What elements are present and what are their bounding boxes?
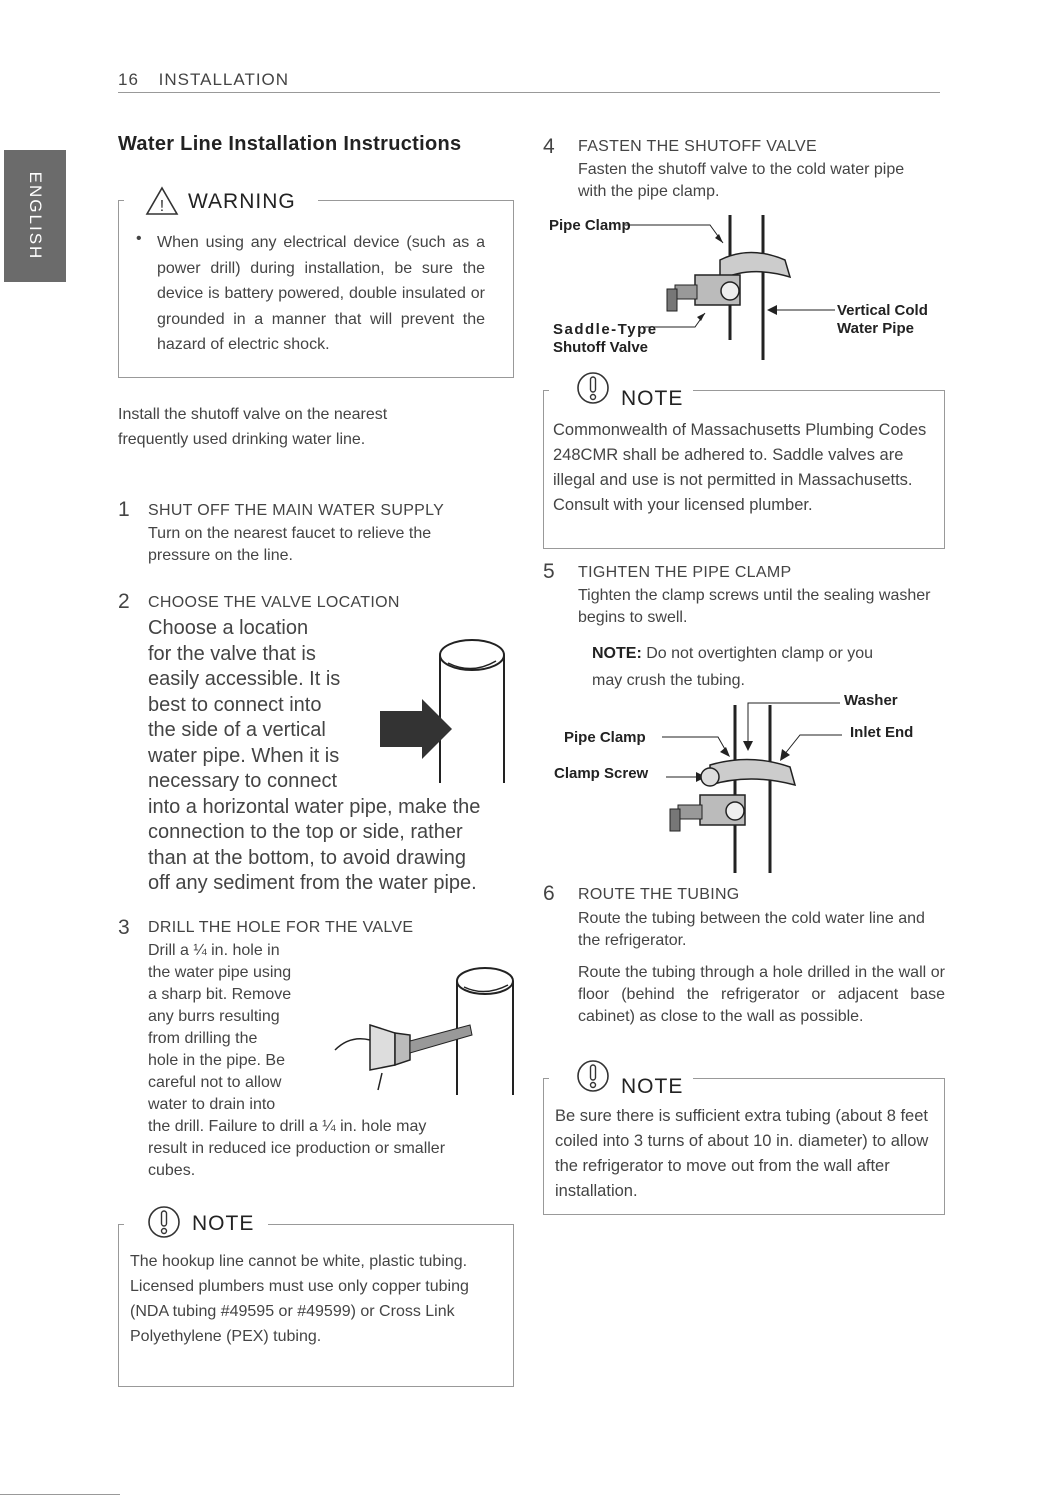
step-3-number: 3 (118, 916, 130, 939)
header-rule (118, 92, 940, 93)
step-6-body: Route the tubing between the cold water line and the refrigerator. (578, 910, 925, 949)
warning-text: When using any electrical device (such as a power drill) during installation, be sure the device is battery powered, double insulated or grounded in a manner that will prevent the hazard of electric shock. (157, 234, 485, 353)
note-box-tubing (543, 1066, 945, 1216)
fig4-label-water-pipe: Water Pipe (837, 320, 914, 337)
step-5-title: TIGHTEN THE PIPE CLAMP (578, 564, 792, 581)
step-3-title: DRILL THE HOLE FOR THE VALVE (148, 919, 414, 936)
bullet-dot: • (136, 230, 142, 247)
fig5-label-inlet-end: Inlet End (850, 724, 914, 741)
step-2-title: CHOOSE THE VALVE LOCATION (148, 594, 400, 611)
step-2-number: 2 (118, 590, 130, 613)
language-tab-label: ENGLISH (26, 171, 45, 261)
fig4-label-pipe-clamp: Pipe Clamp (549, 217, 631, 234)
step-4-body: Fasten the shutoff valve to the cold water pipe with the pipe clamp. (578, 161, 905, 200)
note-title-massachusetts: NOTE (621, 387, 684, 410)
figure-fasten-valve (545, 205, 945, 365)
drill-illustration (330, 955, 520, 1095)
step-6-number: 6 (543, 882, 555, 905)
note-text-massachusetts: Commonwealth of Massachusetts Plumbing Codes 248CMR shall be adhered to. Saddle valves are illegal and use is not permitted in Massachusetts. Consult with your licensed plumber. (553, 421, 927, 514)
page-number: 16 (118, 70, 139, 89)
vertical-pipe-illustration (360, 625, 510, 785)
section-name: INSTALLATION (158, 70, 290, 89)
step-6-title: ROUTE THE TUBING (578, 886, 740, 903)
step-1-number: 1 (118, 498, 130, 521)
note-box-massachusetts (543, 378, 945, 550)
step-4-title: FASTEN THE SHUTOFF VALVE (578, 138, 817, 155)
page-header (118, 70, 289, 90)
step-3-body: Drill a ¼ in. hole in the water pipe using a sharp bit. Remove any burrs resulting from drilling the hole in the pipe. Be careful not to allow water to drain into the drill. Failure to drill a ¼ in. hole may result in reduced ice production or smaller cubes. (148, 942, 446, 1179)
section-title: Water Line Installation Instructions (118, 133, 462, 155)
step-1-body: Turn on the nearest faucet to relieve the pressure on the line. (148, 525, 432, 564)
warning-box (118, 192, 514, 382)
note-info-icon (146, 1204, 182, 1240)
svg-text:!: ! (159, 198, 165, 215)
note-text-hookup: The hookup line cannot be white, plastic tubing. Licensed plumbers must use only copper tubing (NDA tubing #49595 or #49599) or Cross Link Polyethylene (PEX) tubing. (130, 1253, 469, 1345)
fig4-label-shutoff: Shutoff Valve (553, 339, 649, 356)
language-tab (4, 150, 66, 282)
note-text-tubing: Be sure there is sufficient extra tubing (about 8 feet coiled into 3 turns of about 10 in. diameter) to allow the refrigerator to move out from the wall after installation. (555, 1107, 929, 1200)
fig5-label-clamp-screw: Clamp Screw (554, 765, 649, 782)
warning-triangle-icon (145, 186, 179, 216)
note-info-icon (575, 1058, 611, 1094)
step-5-note-text: Do not overtighten clamp or you may crush the tubing. (592, 645, 874, 689)
step-5-note-label: NOTE: (592, 645, 642, 662)
step-2-body: Choose a location for the valve that is easily accessible. It is best to connect into the side of a vertical water pipe. When it is necessary to connect into a horizontal water pipe, make the connection to the top or side, rather than at the bottom, to avoid drawing off any sediment from the water pipe. (148, 617, 481, 894)
intro-text: Install the shutoff valve on the nearest frequently used drinking water line. (118, 406, 388, 448)
fig5-label-pipe-clamp: Pipe Clamp (564, 729, 646, 746)
step-1-title: SHUT OFF THE MAIN WATER SUPPLY (148, 502, 445, 519)
step-4-number: 4 (543, 135, 555, 158)
fig5-label-washer: Washer (844, 692, 898, 709)
note-title-tubing: NOTE (621, 1075, 684, 1098)
note-box-hookup (118, 1212, 514, 1388)
fig4-label-vertical: Vertical Cold (837, 302, 928, 319)
fig4-label-saddle: Saddle-Type (553, 321, 658, 338)
warning-title: WARNING (188, 190, 296, 213)
step-5-body: Tighten the clamp screws until the sealing washer begins to swell. (578, 587, 931, 626)
figure-tighten-clamp (550, 685, 945, 875)
page-edge-mark (0, 1494, 120, 1495)
step-6-body-2: Route the tubing through a hole drilled in the wall or floor (behind the refrigerator or adjacent base cabinet) as close to the wall as possible. (578, 964, 945, 1025)
step-5-number: 5 (543, 560, 555, 583)
note-title-hookup: NOTE (192, 1212, 255, 1235)
note-info-icon (575, 370, 611, 406)
